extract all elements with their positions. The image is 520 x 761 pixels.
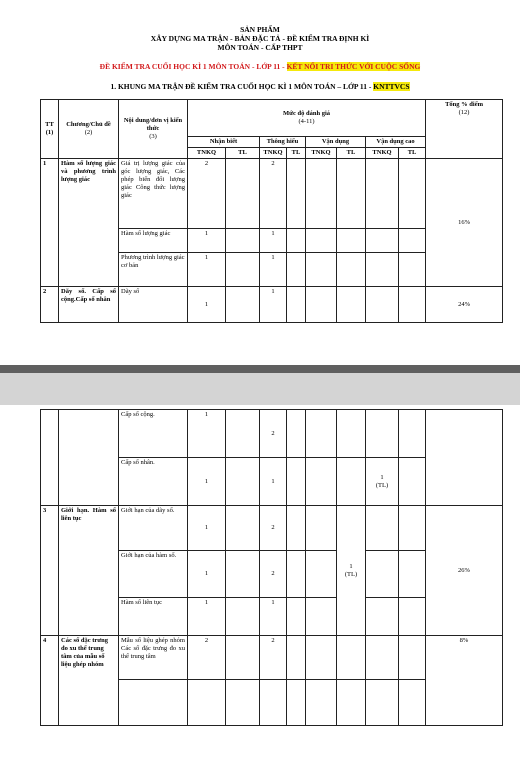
level-thong-hieu: Thông hiểu xyxy=(260,137,306,148)
table-row xyxy=(41,159,503,229)
col-total-num: (12) xyxy=(458,109,470,116)
cell-empty xyxy=(306,159,337,229)
cell-nb-tnkq: 1 xyxy=(188,410,226,458)
table-header-row xyxy=(41,100,503,137)
cell-nb-tnkq: 1 xyxy=(188,287,226,323)
cell-empty xyxy=(337,680,366,726)
cell-empty xyxy=(366,551,399,598)
row-chapter: Giới hạn. Hàm số liên tục xyxy=(59,506,119,636)
cell-empty xyxy=(399,229,426,253)
row-total: 16% xyxy=(426,159,503,287)
cell-nb-tnkq: 1 xyxy=(188,598,226,636)
table-row xyxy=(41,506,503,551)
cell-th-tnkq: 2 xyxy=(260,410,287,458)
row-total: 24% xyxy=(426,287,503,323)
cell-empty xyxy=(399,287,426,323)
type-tnkq: TNKQ xyxy=(260,148,287,159)
cell-empty xyxy=(366,229,399,253)
cell-empty xyxy=(226,636,260,680)
cell-th-tnkq: 2 xyxy=(260,506,287,551)
cell-empty xyxy=(287,506,306,551)
cell-vdc-tnkq xyxy=(366,458,399,506)
cell-empty xyxy=(399,458,426,506)
row-chapter: Dãy số. Cấp số cộng.Cấp số nhân xyxy=(59,287,119,323)
section-code: KNTTVCS xyxy=(373,82,410,91)
row-content: Dãy số xyxy=(119,287,188,323)
cell-empty xyxy=(366,680,399,726)
row-chapter: Các số đặc trưng đo xu thế trung tâm của mẫu số liệu ghép nhóm xyxy=(59,636,119,726)
doc-label: SẢN PHẨM xyxy=(240,25,280,34)
cell-th-tnkq: 1 xyxy=(260,287,287,323)
type-tl: TL xyxy=(399,148,426,159)
cell-empty xyxy=(366,410,399,458)
row-total: 8% xyxy=(426,636,503,726)
cell-empty xyxy=(366,159,399,229)
cell-empty xyxy=(188,680,226,726)
cell-th-tnkq: 1 xyxy=(260,253,287,287)
matrix-table-page-1 xyxy=(40,99,503,323)
type-tl: TL xyxy=(226,148,260,159)
document-page-2 xyxy=(0,405,520,761)
col-tt-label: TT xyxy=(45,121,54,128)
cell-empty xyxy=(399,598,426,636)
cell-empty xyxy=(337,410,366,458)
cell-empty xyxy=(306,636,337,680)
cell-nb-tnkq: 1 xyxy=(188,458,226,506)
cell-nb-tnkq: 1 xyxy=(188,506,226,551)
cell-empty xyxy=(306,506,337,551)
page-break xyxy=(0,365,520,405)
cell-nb-tnkq: 1 xyxy=(188,229,226,253)
cell-empty xyxy=(306,410,337,458)
exam-title xyxy=(0,62,520,71)
doc-subtitle: XÂY DỰNG MA TRẬN - BẢN ĐẶC TẢ - ĐỀ KIỂM TRA ĐỊNH KÌ xyxy=(150,34,370,43)
cell-empty xyxy=(337,287,366,323)
type-tnkq: TNKQ xyxy=(306,148,337,159)
cell-empty xyxy=(287,458,306,506)
cell-vdc-type: (TL) xyxy=(375,481,389,489)
row-content: Giá trị lượng giác của góc lượng giác, Các phép biến đổi lượng giác Công thức lượng giác xyxy=(119,159,188,229)
cell-empty xyxy=(226,159,260,229)
row-chapter: Hàm số lượng giác và phương trình lượng giác xyxy=(59,159,119,287)
row-chapter xyxy=(59,410,119,506)
col-content-num: (3) xyxy=(149,133,157,140)
level-van-dung-cao: Vận dụng cao xyxy=(366,137,426,148)
cell-nb-tnkq: 2 xyxy=(188,636,226,680)
cell-empty xyxy=(287,680,306,726)
cell-empty xyxy=(287,287,306,323)
table-row xyxy=(41,636,503,680)
cell-empty xyxy=(226,598,260,636)
cell-empty xyxy=(306,598,337,636)
row-content: Hàm số lượng giác xyxy=(119,229,188,253)
row-content: Hàm số liên tục xyxy=(119,598,188,636)
cell-th-tnkq: 1 xyxy=(260,598,287,636)
cell-empty xyxy=(337,159,366,229)
row-tt: 4 xyxy=(41,636,59,726)
row-content: Cấp số cộng. xyxy=(119,410,188,458)
cell-empty xyxy=(306,680,337,726)
cell-empty xyxy=(399,506,426,551)
level-nhan-biet: Nhận biết xyxy=(188,137,260,148)
section-heading xyxy=(0,82,520,91)
row-total: 26% xyxy=(426,506,503,636)
col-level-label: Mức độ đánh giá xyxy=(283,110,331,117)
cell-th-tnkq: 2 xyxy=(260,636,287,680)
col-content-label: Nội dung/đơn vị kiến thức xyxy=(123,117,183,132)
cell-th-tnkq: 2 xyxy=(260,551,287,598)
cell-empty xyxy=(399,551,426,598)
table-row xyxy=(41,287,503,323)
col-total-label: Tổng % điểm xyxy=(445,101,484,108)
cell-empty xyxy=(287,598,306,636)
cell-empty xyxy=(226,229,260,253)
cell-th-tnkq: 2 xyxy=(260,159,287,229)
cell-nb-tnkq: 1 xyxy=(188,551,226,598)
row-total xyxy=(426,410,503,506)
type-tl: TL xyxy=(287,148,306,159)
cell-empty xyxy=(366,253,399,287)
cell-empty xyxy=(287,253,306,287)
cell-empty xyxy=(337,253,366,287)
cell-nb-tnkq: 2 xyxy=(188,159,226,229)
cell-empty xyxy=(287,229,306,253)
row-content: Giới hạn của hàm số. xyxy=(119,551,188,598)
col-level xyxy=(188,100,426,137)
row-content: Mẫu số liệu ghép nhóm Các số đặc trưng đo xu thế trung tâm xyxy=(119,636,188,680)
cell-vd-value: 1 xyxy=(349,562,353,570)
cell-empty xyxy=(287,636,306,680)
cell-empty xyxy=(226,506,260,551)
cell-empty xyxy=(260,680,287,726)
cell-empty xyxy=(306,229,337,253)
col-level-num: (4-11) xyxy=(298,118,315,125)
row-content: Cấp số nhân. xyxy=(119,458,188,506)
table-row xyxy=(41,410,503,458)
cell-empty xyxy=(399,680,426,726)
cell-empty xyxy=(306,458,337,506)
cell-empty xyxy=(399,636,426,680)
type-tl: TL xyxy=(337,148,366,159)
row-content xyxy=(119,680,188,726)
col-content xyxy=(119,100,188,159)
cell-empty xyxy=(287,159,306,229)
cell-empty xyxy=(226,287,260,323)
cell-empty xyxy=(226,458,260,506)
col-total xyxy=(426,100,503,159)
type-tnkq: TNKQ xyxy=(366,148,399,159)
level-van-dung: Vận dụng xyxy=(306,137,366,148)
document-page-1 xyxy=(0,0,520,365)
col-chapter xyxy=(59,100,119,159)
row-tt xyxy=(41,410,59,506)
row-content: Phương trình lượng giác cơ bản xyxy=(119,253,188,287)
cell-empty xyxy=(366,598,399,636)
cell-vd-tnkq xyxy=(337,506,366,636)
cell-empty xyxy=(366,506,399,551)
cell-empty xyxy=(226,410,260,458)
cell-th-tnkq: 1 xyxy=(260,458,287,506)
col-chapter-label: Chương/Chủ đề xyxy=(66,121,111,128)
cell-empty xyxy=(306,287,337,323)
exam-title-series: KẾT NỐI TRI THỨC VỚI CUỘC SỐNG xyxy=(286,62,421,71)
row-content: Giới hạn của dãy số. xyxy=(119,506,188,551)
row-tt: 2 xyxy=(41,287,59,323)
cell-empty xyxy=(399,159,426,229)
section-heading-text: 1. KHUNG MA TRẬN ĐỀ KIỂM TRA CUỐI HỌC KÌ 1 MÔN TOÁN – LỚP 11 - xyxy=(110,82,374,91)
cell-th-tnkq: 1 xyxy=(260,229,287,253)
cell-empty xyxy=(337,458,366,506)
doc-subject: MÔN TOÁN - CẤP THPT xyxy=(217,43,303,52)
cell-empty xyxy=(287,551,306,598)
cell-empty xyxy=(306,253,337,287)
cell-empty xyxy=(306,551,337,598)
row-tt: 3 xyxy=(41,506,59,636)
type-tnkq: TNKQ xyxy=(188,148,226,159)
exam-title-prefix: ĐỀ KIỂM TRA CUỐI HỌC KÌ 1 MÔN TOÁN - LỚP 11 - xyxy=(99,62,287,71)
cell-empty xyxy=(366,287,399,323)
cell-empty xyxy=(399,410,426,458)
cell-empty xyxy=(366,636,399,680)
cell-vd-type: (TL) xyxy=(344,570,358,578)
cell-empty xyxy=(287,410,306,458)
cell-empty xyxy=(337,229,366,253)
cell-empty xyxy=(226,551,260,598)
cell-empty xyxy=(226,253,260,287)
row-tt: 1 xyxy=(41,159,59,287)
cell-empty xyxy=(337,636,366,680)
cell-empty xyxy=(226,680,260,726)
col-tt-num: (1) xyxy=(45,129,54,136)
page-break-bar xyxy=(0,365,520,373)
col-chapter-num: (2) xyxy=(84,129,93,136)
col-tt xyxy=(41,100,59,159)
cell-empty xyxy=(399,253,426,287)
matrix-table-page-2 xyxy=(40,409,503,726)
cell-nb-tnkq: 1 xyxy=(188,253,226,287)
cell-vdc-value: 1 xyxy=(380,473,384,481)
